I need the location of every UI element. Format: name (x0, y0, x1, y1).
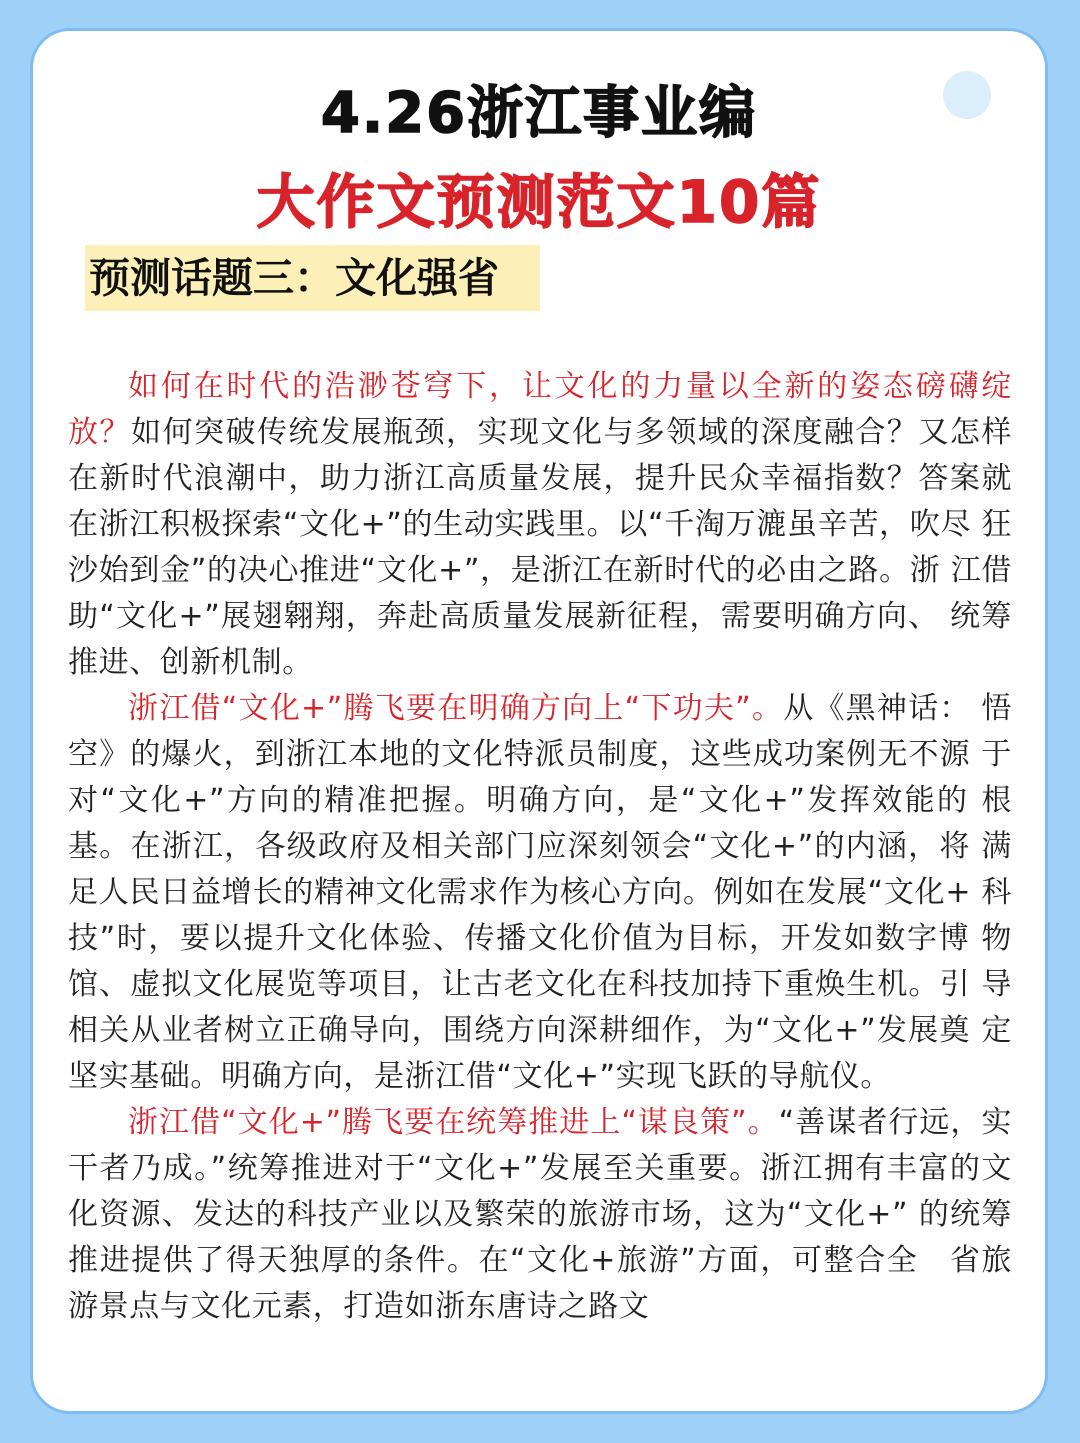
paragraph-text: 如何突破传统发展瓶颈，实现文化与多领域的深度融合？又怎样 在新时代浪潮中，助力浙江高质量发展，提升民众幸福指数？答案就 在浙江积极探索“文化+”的生动实践里。以“千淘万漉虽辛苦，吹尽 狂沙始到金”的决心推进“文化+”，是浙江在新时代的必由之路。浙 江借助“文化+”展翅翱翔，奔赴高质量发展新征程，需要明确方向、 统筹推进、创新机制。 (68, 415, 1012, 680)
page-title: 4.26浙江事业编 (320, 81, 758, 146)
paragraph-1 (68, 364, 1012, 686)
page-subtitle: 大作文预测范文10篇 (256, 168, 822, 236)
paragraph-2 (68, 686, 1012, 1100)
content-card (30, 28, 1048, 1414)
paragraph-text: 从《黑神话： 悟空》的爆火，到浙江本地的文化特派员制度，这些成功案例无不源 于对“文化+”方向的精准把握。明确方向，是“文化+”发挥效能的 根基。在浙江，各级政府及相关部门应深刻领会“文化+”的内涵，将 满足人民日益增长的精神文化需求作为核心方向。例如在发展“文化+ 科技”时，要以提升文化体验、传播文化价值为目标，开发如数字博 物馆、虚拟文化展览等项目，让古老文化在科技加持下重焕生机。引 导相关从业者树立正确导向，围绕方向深耕细作，为“文化+”发展奠 定坚实基础。明确方向，是浙江借“文化+”实现飞跃的导航仪。 (68, 691, 1013, 1094)
topic-label: 预测话题三：文化强省 (85, 245, 540, 311)
paragraph-3 (68, 1100, 1012, 1330)
paragraph-lead: 浙江借“文化+”腾飞要在统筹推进上“谋良策”。 (128, 1105, 779, 1140)
article-body (68, 364, 1012, 1330)
paragraph-text: “善谋者行远，实干者乃成。”统筹推进对于“文化+”发展至关重要。浙江拥有丰富的文化资源、发达的科技产业以及繁荣的旅游市场，这为“文化+” 的统筹推进提供了得天独厚的条件。在“文化+旅游”方面，可整合全 省旅游景点与文化元素，打造如浙东唐诗之路文 (68, 1105, 1012, 1324)
paragraph-lead: 如何在时代的浩渺苍穹下，让文化的力量以全新的姿态磅礴绽放？ (68, 369, 1012, 450)
paragraph-lead: 浙江借“文化+”腾飞要在明确方向上“下功夫”。 (128, 691, 784, 726)
